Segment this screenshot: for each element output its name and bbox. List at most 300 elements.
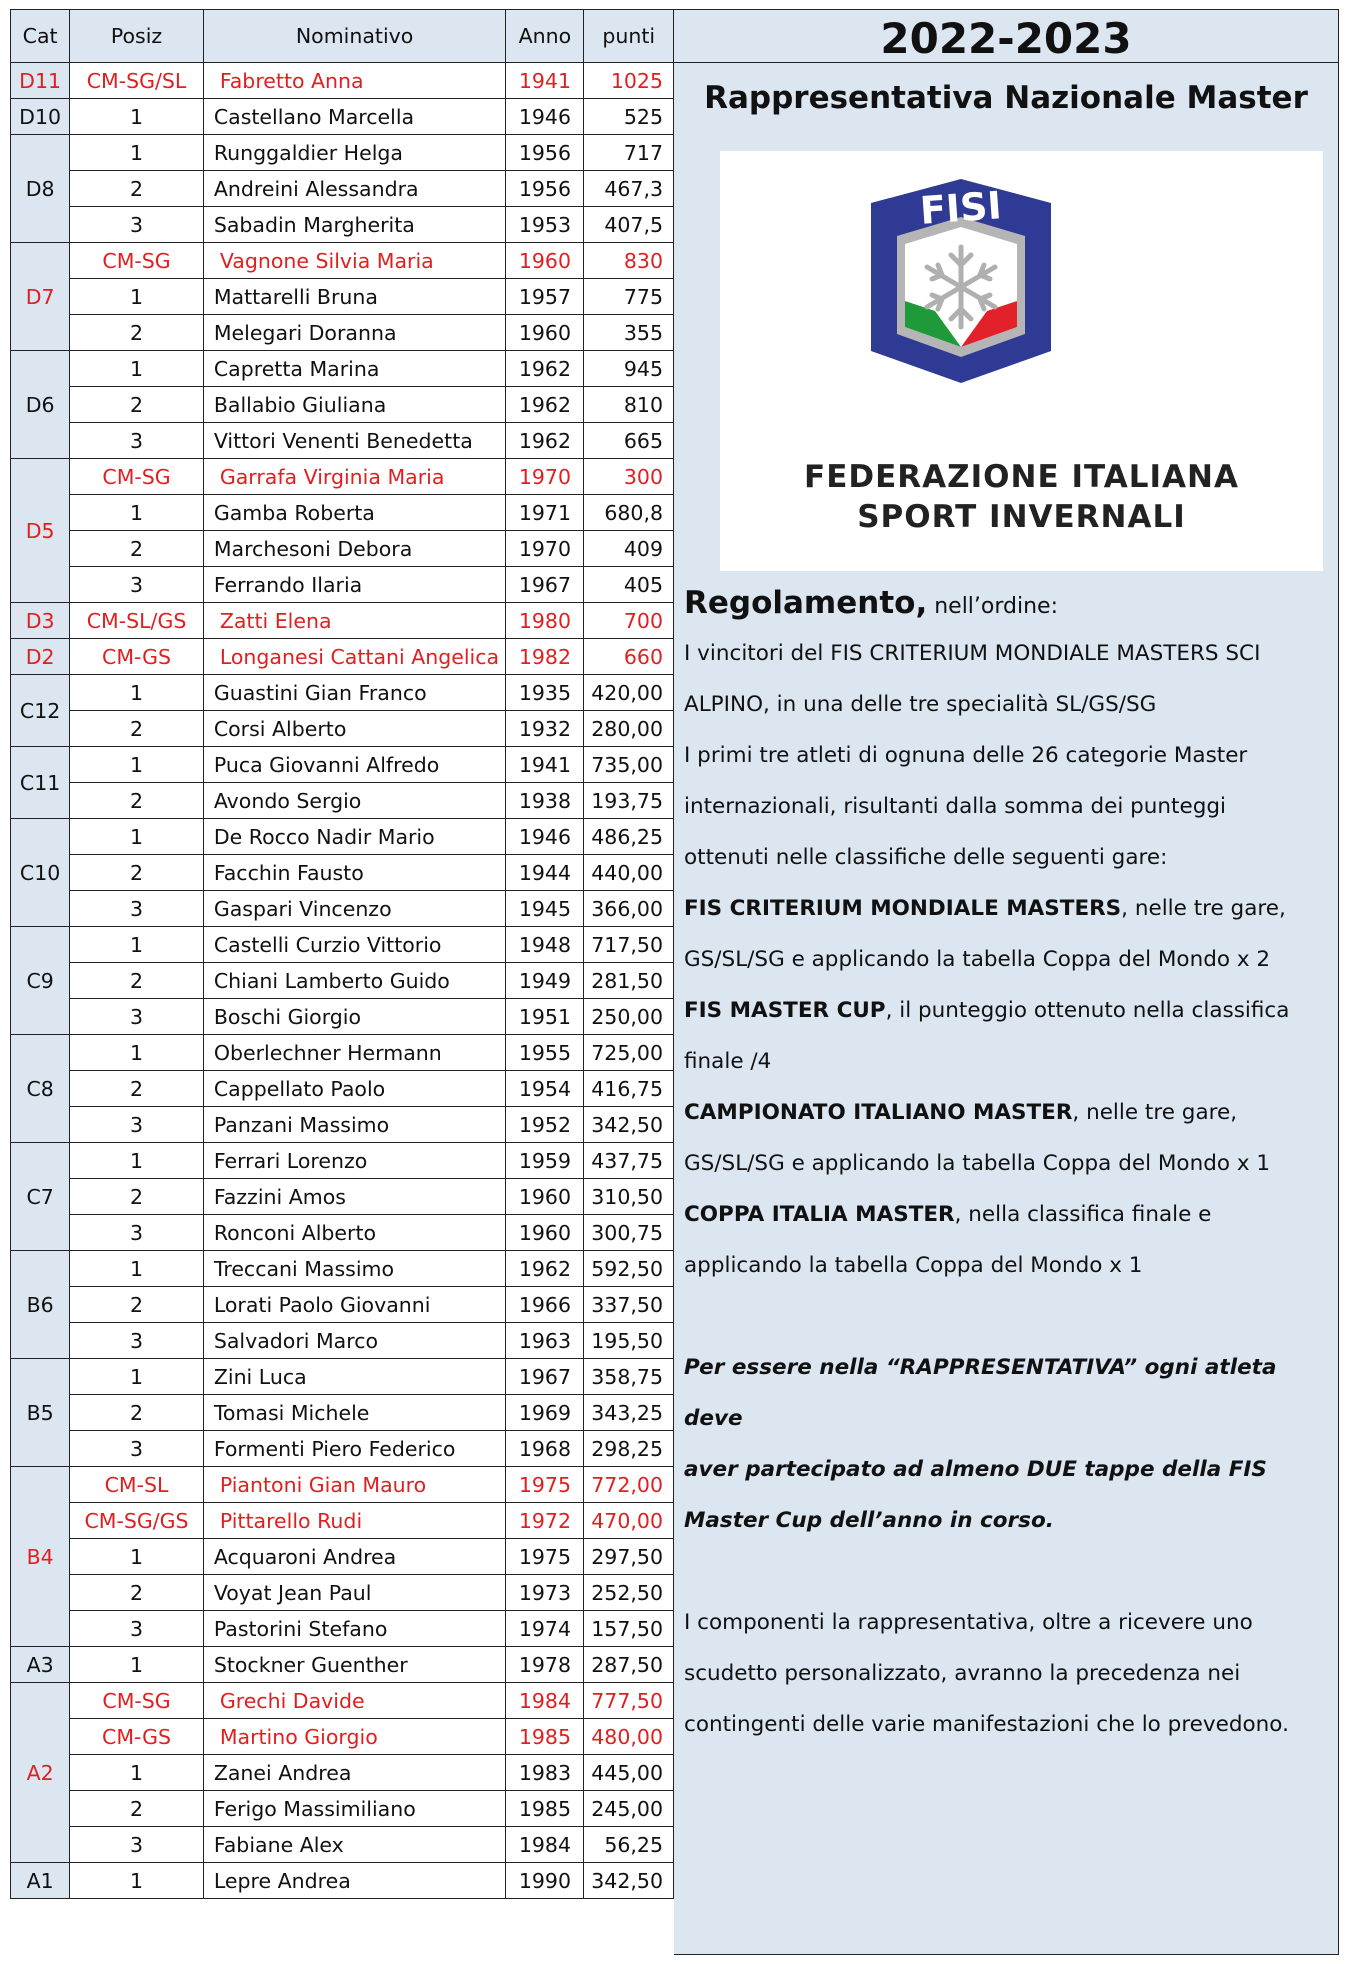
category-cell: D6	[11, 351, 70, 459]
table-row	[11, 531, 674, 567]
position-cell: 2	[70, 315, 204, 351]
year-cell: 1980	[506, 603, 584, 639]
points-cell: 250,00	[584, 999, 674, 1035]
header-posiz: Posiz	[70, 10, 204, 63]
name-cell: Fabiane Alex	[203, 1827, 506, 1863]
points-cell: 245,00	[584, 1791, 674, 1827]
year-cell: 1968	[506, 1431, 584, 1467]
name-cell: Zatti Elena	[203, 603, 506, 639]
points-cell: 592,50	[584, 1251, 674, 1287]
year-cell: 1975	[506, 1539, 584, 1575]
points-cell: 1025	[584, 63, 674, 99]
year-cell: 1941	[506, 63, 584, 99]
position-cell: 2	[70, 1575, 204, 1611]
rules-item-title: FIS MASTER CUP	[684, 998, 886, 1023]
points-cell: 300,75	[584, 1215, 674, 1251]
year-cell: 1971	[506, 495, 584, 531]
table-row	[11, 207, 674, 243]
position-cell: 1	[70, 1539, 204, 1575]
name-cell: De Rocco Nadir Mario	[203, 819, 506, 855]
name-cell: Runggaldier Helga	[203, 135, 506, 171]
rules-heading-sub: nell’ordine:	[927, 594, 1058, 619]
rules-line: ALPINO, in una delle tre specialità SL/GS/SG	[684, 692, 1157, 717]
points-cell: 416,75	[584, 1071, 674, 1107]
position-cell: 3	[70, 1215, 204, 1251]
table-body	[11, 63, 674, 1899]
table-row	[11, 999, 674, 1035]
points-cell: 660	[584, 639, 674, 675]
name-cell: Sabadin Margherita	[203, 207, 506, 243]
year-cell: 1954	[506, 1071, 584, 1107]
rules-heading-title: Regolamento,	[684, 585, 928, 621]
position-cell: 2	[70, 711, 204, 747]
results-table	[10, 9, 674, 1899]
table-row	[11, 747, 674, 783]
name-cell: Panzani Massimo	[203, 1107, 506, 1143]
year-cell: 1962	[506, 1251, 584, 1287]
points-cell: 680,8	[584, 495, 674, 531]
year-cell: 1949	[506, 963, 584, 999]
year-cell: 1952	[506, 1107, 584, 1143]
year-cell: 1960	[506, 1179, 584, 1215]
position-cell: 2	[70, 1179, 204, 1215]
season-title: 2022-2023	[674, 10, 1338, 63]
rules-item-title: CAMPIONATO ITALIANO MASTER	[684, 1100, 1073, 1125]
name-cell: Oberlechner Hermann	[203, 1035, 506, 1071]
position-cell: 1	[70, 1755, 204, 1791]
points-cell: 281,50	[584, 963, 674, 999]
header-punti: punti	[584, 10, 674, 63]
points-cell: 725,00	[584, 1035, 674, 1071]
year-cell: 1967	[506, 1359, 584, 1395]
name-cell: Boschi Giorgio	[203, 999, 506, 1035]
points-cell: 355	[584, 315, 674, 351]
table-row	[11, 1071, 674, 1107]
table-row	[11, 495, 674, 531]
table-row	[11, 639, 674, 675]
position-cell: CM-GS	[70, 639, 204, 675]
rules-heading	[684, 578, 1329, 628]
name-cell: Treccani Massimo	[203, 1251, 506, 1287]
category-cell: C10	[11, 819, 70, 927]
points-cell: 830	[584, 243, 674, 279]
points-cell: 467,3	[584, 171, 674, 207]
category-cell: B6	[11, 1251, 70, 1359]
logo-line-1: FEDERAZIONE ITALIANA	[804, 459, 1239, 495]
position-cell: 1	[70, 135, 204, 171]
table-header-row	[11, 10, 674, 63]
rules-item-text: , nella classifica finale e	[954, 1202, 1212, 1227]
name-cell: Marchesoni Debora	[203, 531, 506, 567]
points-cell: 300	[584, 459, 674, 495]
points-cell: 405	[584, 567, 674, 603]
points-cell: 310,50	[584, 1179, 674, 1215]
table-row	[11, 1107, 674, 1143]
position-cell: CM-SL	[70, 1467, 204, 1503]
points-cell: 358,75	[584, 1359, 674, 1395]
points-cell: 665	[584, 423, 674, 459]
year-cell: 1960	[506, 315, 584, 351]
table-row	[11, 279, 674, 315]
year-cell: 1962	[506, 351, 584, 387]
position-cell: CM-SG	[70, 459, 204, 495]
table-row	[11, 927, 674, 963]
table-row	[11, 819, 674, 855]
points-cell: 297,50	[584, 1539, 674, 1575]
points-cell: 437,75	[584, 1143, 674, 1179]
position-cell: CM-SG	[70, 1683, 204, 1719]
category-cell: C8	[11, 1035, 70, 1143]
points-cell: 717,50	[584, 927, 674, 963]
position-cell: 1	[70, 1863, 204, 1899]
points-cell: 366,00	[584, 891, 674, 927]
table-row	[11, 351, 674, 387]
points-cell: 735,00	[584, 747, 674, 783]
rules-line: ottenuti nelle classifiche delle seguenti gare:	[684, 845, 1168, 870]
category-cell: C12	[11, 675, 70, 747]
position-cell: 1	[70, 351, 204, 387]
category-cell: C9	[11, 927, 70, 1035]
fisi-logo	[720, 151, 1323, 571]
rules-note: Master Cup dell’anno in corso.	[684, 1508, 1054, 1533]
points-cell: 440,00	[584, 855, 674, 891]
logo-line-2: SPORT INVERNALI	[857, 499, 1186, 535]
year-cell: 1970	[506, 459, 584, 495]
name-cell: Vagnone Silvia Maria	[203, 243, 506, 279]
year-cell: 1990	[506, 1863, 584, 1899]
name-cell: Puca Giovanni Alfredo	[203, 747, 506, 783]
table-row	[11, 1467, 674, 1503]
spacer	[684, 1291, 1329, 1342]
table-row	[11, 1791, 674, 1827]
name-cell: Lorati Paolo Giovanni	[203, 1287, 506, 1323]
name-cell: Gaspari Vincenzo	[203, 891, 506, 927]
year-cell: 1941	[506, 747, 584, 783]
points-cell: 298,25	[584, 1431, 674, 1467]
table-row	[11, 99, 674, 135]
name-cell: Castelli Curzio Vittorio	[203, 927, 506, 963]
table-row	[11, 171, 674, 207]
position-cell: 3	[70, 999, 204, 1035]
fisi-mark: FISI	[918, 183, 1004, 233]
position-cell: 1	[70, 747, 204, 783]
points-cell: 193,75	[584, 783, 674, 819]
rules-item-text: , nelle tre gare,	[1072, 1100, 1238, 1125]
name-cell: Fabretto Anna	[203, 63, 506, 99]
position-cell: 1	[70, 1359, 204, 1395]
name-cell: Guastini Gian Franco	[203, 675, 506, 711]
position-cell: 3	[70, 567, 204, 603]
table-row	[11, 1395, 674, 1431]
name-cell: Gamba Roberta	[203, 495, 506, 531]
position-cell: 3	[70, 1827, 204, 1863]
name-cell: Garrafa Virginia Maria	[203, 459, 506, 495]
regulations	[684, 578, 1329, 1750]
position-cell: CM-GS	[70, 1719, 204, 1755]
points-cell: 409	[584, 531, 674, 567]
rules-line: applicando la tabella Coppa del Mondo x 1	[684, 1253, 1143, 1278]
points-cell: 480,00	[584, 1719, 674, 1755]
year-cell: 1960	[506, 243, 584, 279]
snowflake-hexagon-icon	[720, 151, 1323, 451]
rules-line: GS/SL/SG e applicando la tabella Coppa del Mondo x 1	[684, 1151, 1271, 1176]
info-panel	[674, 9, 1339, 1955]
year-cell: 1985	[506, 1791, 584, 1827]
year-cell: 1948	[506, 927, 584, 963]
table-row	[11, 567, 674, 603]
points-cell: 342,50	[584, 1107, 674, 1143]
header-cat: Cat	[11, 10, 70, 63]
position-cell: 2	[70, 171, 204, 207]
rules-item-coppa-italia	[684, 1189, 1329, 1240]
position-cell: 3	[70, 1107, 204, 1143]
points-cell: 337,50	[584, 1287, 674, 1323]
table-row	[11, 675, 674, 711]
position-cell: 1	[70, 1035, 204, 1071]
points-cell: 810	[584, 387, 674, 423]
rules-note: aver partecipato ad almeno DUE tappe della FIS	[684, 1457, 1267, 1482]
table-row	[11, 1323, 674, 1359]
points-cell: 470,00	[584, 1503, 674, 1539]
year-cell: 1951	[506, 999, 584, 1035]
rules-item-title: FIS CRITERIUM MONDIALE MASTERS	[684, 896, 1122, 921]
year-cell: 1957	[506, 279, 584, 315]
table-row	[11, 1503, 674, 1539]
name-cell: Fazzini Amos	[203, 1179, 506, 1215]
name-cell: Martino Giorgio	[203, 1719, 506, 1755]
rules-item-master-cup	[684, 985, 1329, 1036]
table-row	[11, 423, 674, 459]
table-row	[11, 1611, 674, 1647]
year-cell: 1984	[506, 1827, 584, 1863]
header-anno: Anno	[506, 10, 584, 63]
name-cell: Stockner Guenther	[203, 1647, 506, 1683]
year-cell: 1972	[506, 1503, 584, 1539]
points-cell: 700	[584, 603, 674, 639]
name-cell: Ronconi Alberto	[203, 1215, 506, 1251]
table-row	[11, 459, 674, 495]
year-cell: 1956	[506, 135, 584, 171]
name-cell: Ballabio Giuliana	[203, 387, 506, 423]
rules-item-text: , nelle tre gare,	[1121, 896, 1286, 921]
table-row	[11, 963, 674, 999]
category-cell: D7	[11, 243, 70, 351]
year-cell: 1975	[506, 1467, 584, 1503]
table-row	[11, 1647, 674, 1683]
panel-title: Rappresentativa Nazionale Master	[704, 80, 1308, 116]
category-cell: B5	[11, 1359, 70, 1467]
points-cell: 717	[584, 135, 674, 171]
name-cell: Melegari Doranna	[203, 315, 506, 351]
table-row	[11, 1215, 674, 1251]
category-cell: D11	[11, 63, 70, 99]
table-row	[11, 1251, 674, 1287]
rules-item-criterium	[684, 883, 1329, 934]
rules-item-campionato	[684, 1087, 1329, 1138]
year-cell: 1959	[506, 1143, 584, 1179]
points-cell: 343,25	[584, 1395, 674, 1431]
rules-line: scudetto personalizzato, avranno la precedenza nei	[684, 1661, 1241, 1686]
category-cell: A3	[11, 1647, 70, 1683]
position-cell: 2	[70, 855, 204, 891]
spacer	[684, 1546, 1329, 1597]
name-cell: Andreini Alessandra	[203, 171, 506, 207]
points-cell: 157,50	[584, 1611, 674, 1647]
points-cell: 280,00	[584, 711, 674, 747]
year-cell: 1963	[506, 1323, 584, 1359]
year-cell: 1945	[506, 891, 584, 927]
table-row	[11, 1431, 674, 1467]
table-row	[11, 1287, 674, 1323]
rules-line: I vincitori del FIS CRITERIUM MONDIALE MASTERS SCI	[684, 641, 1261, 666]
year-cell: 1932	[506, 711, 584, 747]
position-cell: 2	[70, 1071, 204, 1107]
name-cell: Formenti Piero Federico	[203, 1431, 506, 1467]
table-row	[11, 315, 674, 351]
name-cell: Capretta Marina	[203, 351, 506, 387]
position-cell: 1	[70, 819, 204, 855]
name-cell: Ferrari Lorenzo	[203, 1143, 506, 1179]
year-cell: 1935	[506, 675, 584, 711]
name-cell: Ferrando Ilaria	[203, 567, 506, 603]
position-cell: 1	[70, 99, 204, 135]
table-row	[11, 387, 674, 423]
position-cell: 1	[70, 675, 204, 711]
rules-note: Per essere nella “RAPPRESENTATIVA” ogni atleta deve	[684, 1355, 1277, 1431]
position-cell: 3	[70, 1611, 204, 1647]
name-cell: Salvadori Marco	[203, 1323, 506, 1359]
position-cell: 1	[70, 279, 204, 315]
position-cell: 1	[70, 1143, 204, 1179]
year-cell: 1962	[506, 387, 584, 423]
year-cell: 1960	[506, 1215, 584, 1251]
points-cell: 772,00	[584, 1467, 674, 1503]
name-cell: Voyat Jean Paul	[203, 1575, 506, 1611]
table-row	[11, 1683, 674, 1719]
name-cell: Ferigo Massimiliano	[203, 1791, 506, 1827]
points-cell: 777,50	[584, 1683, 674, 1719]
table-row	[11, 603, 674, 639]
category-cell: D2	[11, 639, 70, 675]
year-cell: 1978	[506, 1647, 584, 1683]
category-cell: A2	[11, 1683, 70, 1863]
position-cell: 3	[70, 207, 204, 243]
rules-line: finale /4	[684, 1049, 772, 1074]
table-row	[11, 1755, 674, 1791]
rules-line: GS/SL/SG e applicando la tabella Coppa del Mondo x 2	[684, 947, 1271, 972]
table-row	[11, 1863, 674, 1899]
name-cell: Facchin Fausto	[203, 855, 506, 891]
category-cell: B4	[11, 1467, 70, 1647]
table-row	[11, 891, 674, 927]
year-cell: 1953	[506, 207, 584, 243]
year-cell: 1984	[506, 1683, 584, 1719]
position-cell: 3	[70, 1323, 204, 1359]
year-cell: 1966	[506, 1287, 584, 1323]
year-cell: 1974	[506, 1611, 584, 1647]
year-cell: 1946	[506, 819, 584, 855]
points-cell: 445,00	[584, 1755, 674, 1791]
rules-item-text: , il punteggio ottenuto nella classifica	[885, 998, 1290, 1023]
name-cell: Lepre Andrea	[203, 1863, 506, 1899]
year-cell: 1970	[506, 531, 584, 567]
year-cell: 1983	[506, 1755, 584, 1791]
position-cell: 2	[70, 783, 204, 819]
name-cell: Vittori Venenti Benedetta	[203, 423, 506, 459]
table-row	[11, 1143, 674, 1179]
year-cell: 1944	[506, 855, 584, 891]
rules-line: internazionali, risultanti dalla somma dei punteggi	[684, 794, 1226, 819]
points-cell: 252,50	[584, 1575, 674, 1611]
position-cell: 2	[70, 531, 204, 567]
name-cell: Pittarello Rudi	[203, 1503, 506, 1539]
year-cell: 1967	[506, 567, 584, 603]
position-cell: 1	[70, 927, 204, 963]
rules-line: contingenti delle varie manifestazioni che lo prevedono.	[684, 1712, 1289, 1737]
table-row	[11, 63, 674, 99]
name-cell: Acquaroni Andrea	[203, 1539, 506, 1575]
points-cell: 486,25	[584, 819, 674, 855]
table-row	[11, 1035, 674, 1071]
name-cell: Cappellato Paolo	[203, 1071, 506, 1107]
name-cell: Castellano Marcella	[203, 99, 506, 135]
name-cell: Avondo Sergio	[203, 783, 506, 819]
rules-line: I componenti la rappresentativa, oltre a ricevere uno	[684, 1610, 1253, 1635]
year-cell: 1938	[506, 783, 584, 819]
category-cell: A1	[11, 1863, 70, 1899]
name-cell: Tomasi Michele	[203, 1395, 506, 1431]
table-row	[11, 783, 674, 819]
year-cell: 1982	[506, 639, 584, 675]
table-row	[11, 243, 674, 279]
position-cell: 2	[70, 1287, 204, 1323]
year-cell: 1969	[506, 1395, 584, 1431]
points-cell: 56,25	[584, 1827, 674, 1863]
name-cell: Piantoni Gian Mauro	[203, 1467, 506, 1503]
table-row	[11, 135, 674, 171]
points-cell: 525	[584, 99, 674, 135]
points-cell: 287,50	[584, 1647, 674, 1683]
category-cell: D8	[11, 135, 70, 243]
year-cell: 1946	[506, 99, 584, 135]
category-cell: C7	[11, 1143, 70, 1251]
position-cell: 3	[70, 1431, 204, 1467]
position-cell: CM-SG/GS	[70, 1503, 204, 1539]
table-row	[11, 1539, 674, 1575]
name-cell: Zanei Andrea	[203, 1755, 506, 1791]
points-cell: 945	[584, 351, 674, 387]
header-nominativo: Nominativo	[203, 10, 506, 63]
name-cell: Zini Luca	[203, 1359, 506, 1395]
rules-line: I primi tre atleti di ognuna delle 26 categorie Master	[684, 743, 1248, 768]
position-cell: 3	[70, 423, 204, 459]
year-cell: 1955	[506, 1035, 584, 1071]
points-cell: 775	[584, 279, 674, 315]
position-cell: CM-SL/GS	[70, 603, 204, 639]
year-cell: 1973	[506, 1575, 584, 1611]
position-cell: 1	[70, 495, 204, 531]
position-cell: CM-SG	[70, 243, 204, 279]
position-cell: 2	[70, 387, 204, 423]
category-cell: D5	[11, 459, 70, 603]
table-row	[11, 855, 674, 891]
points-cell: 195,50	[584, 1323, 674, 1359]
category-cell: D3	[11, 603, 70, 639]
table-row	[11, 1359, 674, 1395]
points-cell: 407,5	[584, 207, 674, 243]
points-cell: 420,00	[584, 675, 674, 711]
position-cell: 3	[70, 891, 204, 927]
